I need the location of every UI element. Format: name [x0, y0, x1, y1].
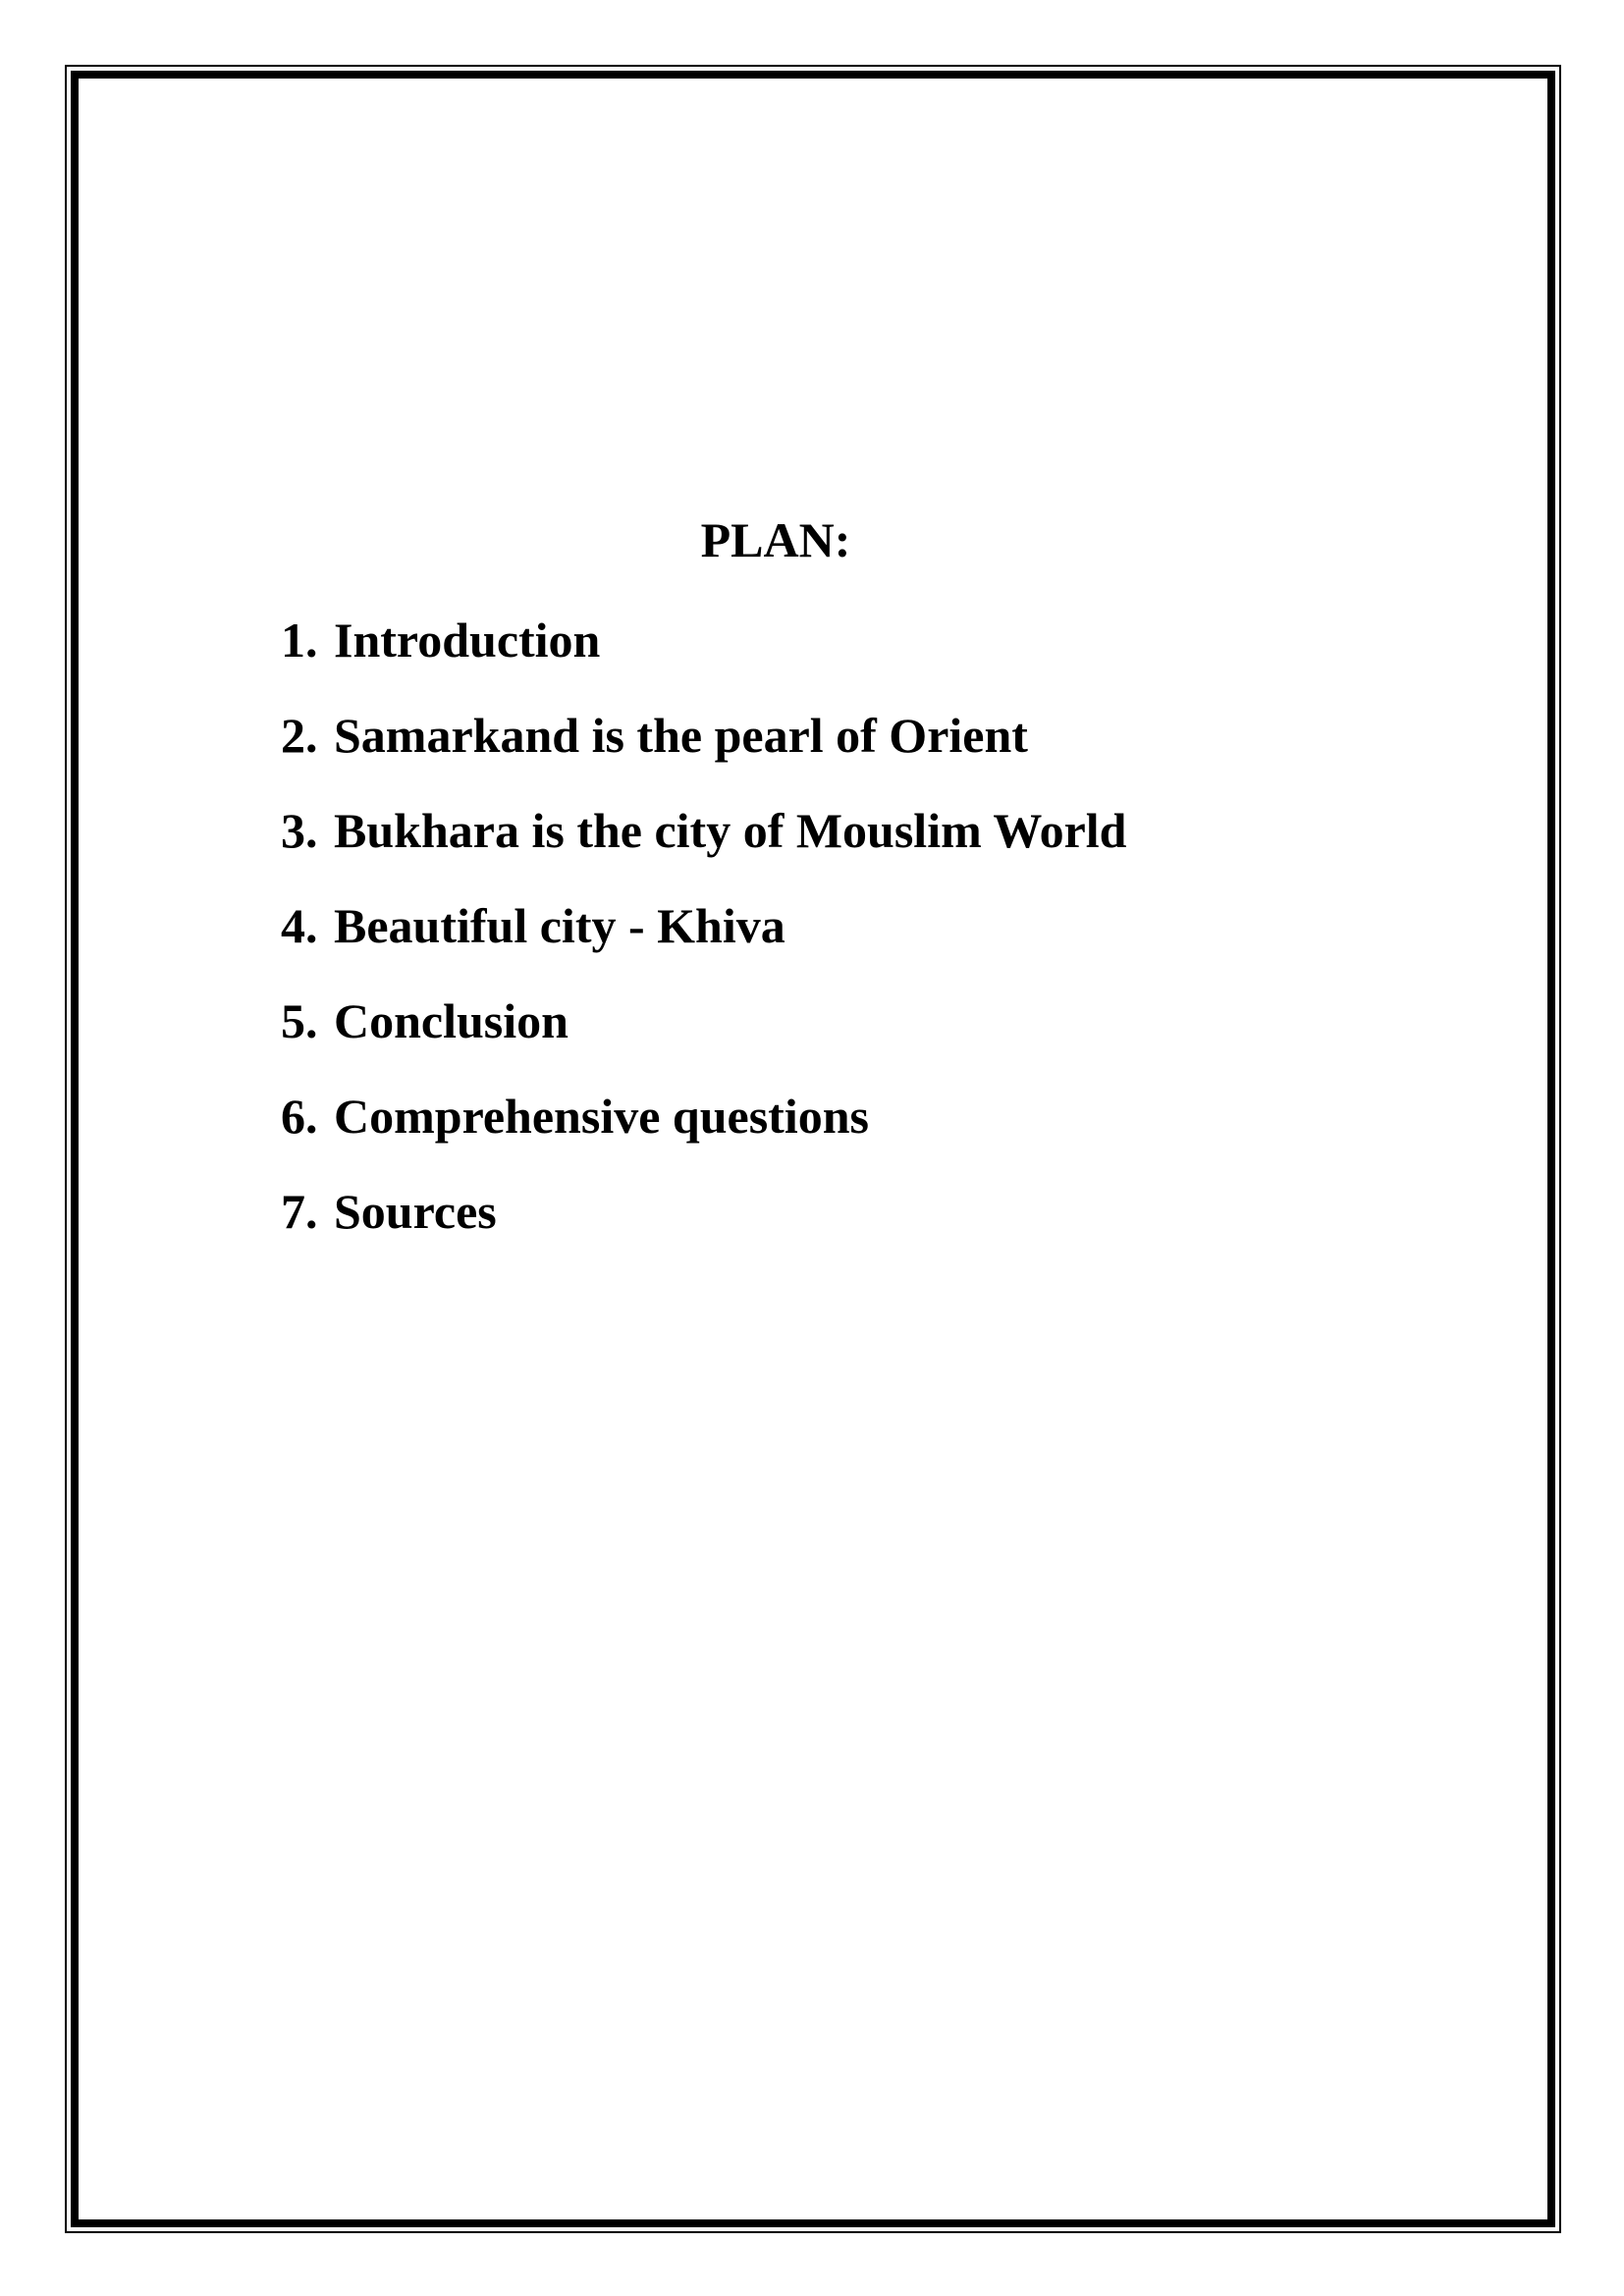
plan-item-number: 5. [281, 993, 318, 1048]
plan-item-questions [281, 1087, 1126, 1146]
plan-item-text: Conclusion [334, 993, 568, 1048]
plan-item-number: 6. [281, 1089, 318, 1144]
plan-item-text: Comprehensive questions [334, 1089, 869, 1144]
plan-item-samarkand [281, 706, 1126, 765]
plan-item-khiva [281, 896, 1126, 955]
plan-item-bukhara [281, 801, 1126, 860]
plan-item-conclusion [281, 991, 1126, 1050]
plan-item-number: 3. [281, 803, 318, 858]
plan-item-text: Bukhara is the city of Mouslim World [334, 803, 1127, 858]
plan-title: PLAN: [700, 512, 851, 567]
plan-list [281, 611, 1126, 1277]
plan-item-sources [281, 1182, 1126, 1241]
plan-item-introduction [281, 611, 1126, 669]
plan-item-number: 2. [281, 708, 318, 763]
plan-item-number: 7. [281, 1184, 318, 1239]
plan-item-number: 4. [281, 898, 318, 953]
plan-item-number: 1. [281, 613, 318, 667]
plan-item-text: Introduction [334, 613, 601, 667]
plan-item-text: Samarkand is the pearl of Orient [334, 708, 1028, 763]
plan-item-text: Beautiful city - Khiva [334, 898, 785, 953]
plan-item-text: Sources [334, 1184, 497, 1239]
